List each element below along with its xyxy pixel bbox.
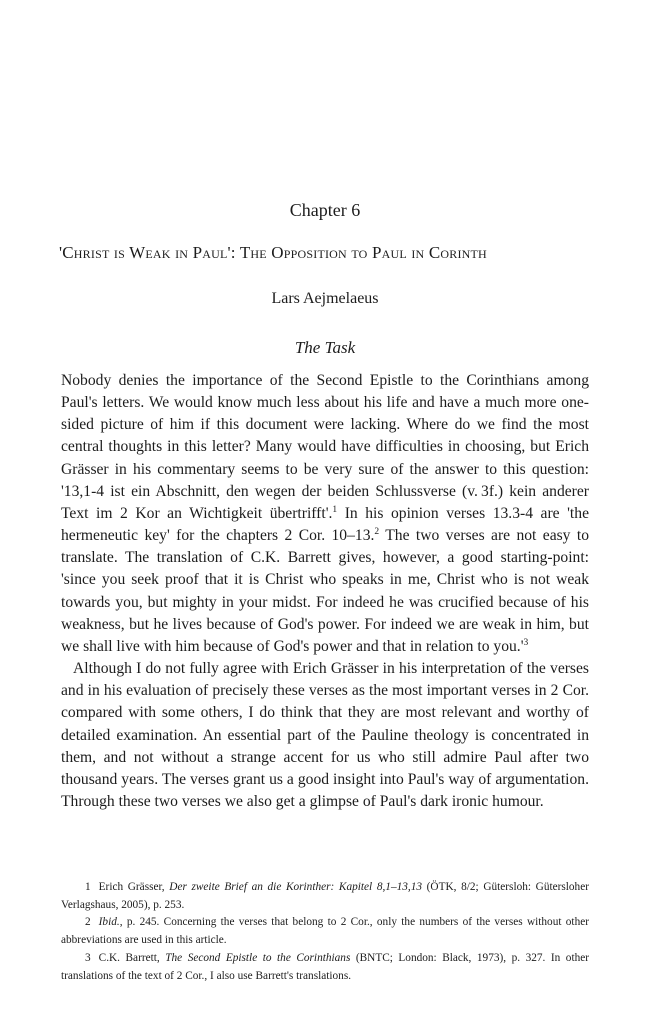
chapter-label: Chapter 6 — [289, 200, 361, 220]
footnote-ref: 2 — [374, 527, 380, 538]
footnote-title: Der zweite Brief an die Korinther: Kapitel 8,1–13,13 — [169, 881, 423, 893]
footnotes — [61, 879, 589, 985]
footnote-text: , p. 245. Concerning the verses that belong to 2 Cor., only the numbers of the verses without other abbreviations are used in this article. — [61, 916, 589, 947]
footnote-text: (ÖTK, 8/2; Gütersloh: Gütersloher Verlagshaus, 2005), p. 253. — [61, 881, 589, 911]
section-heading: The Task — [294, 338, 356, 357]
body-text — [61, 370, 589, 813]
footnote-text: (BNTC; London: Black, 1973), p. 327. In other translations of the text of 2 Cor., I also use Barrett's translations. — [61, 951, 590, 982]
footnote — [61, 914, 589, 949]
paragraph: Although I do not fully agree with Erich Grässer in his interpretation of the verses and in his evaluation of precisely these verses as the most important verses in 2 Cor. compared with some others, I do think that they are most relevant and worthy of detailed examination. An essential part of the Pauline theology is concentrated in them, and not without a strange accent for us who still admire Paul after two thousand years. The verses grant us a good insight into Paul's way of argumentation. Through these two verses we also get a glimpse of Paul's dark ironic humour. — [61, 660, 589, 810]
footnote-ref: 3 — [523, 637, 529, 648]
paragraph-text: The two verses are not easy to translate. The translation of C.K. Barrett gives, however, a good starting-point: 'since you seek proof that it is Christ who speaks in me, Christ who is not weak towards you, but mighty in your midst. For indeed he was crucified because of his weakness, but he lives because of God's power. For indeed we are weak in him, but we shall live with him because of God's power and that in relation to you.' — [61, 527, 589, 655]
footnote-title: The Second Epistle to the Corinthians — [165, 951, 351, 964]
author-name: Lars Aejmelaeus — [271, 290, 379, 307]
paragraph-text: In his opinion verses 13.3-4 are 'the hermeneutic key' for the chapters 2 Cor. 10–13. — [61, 504, 589, 545]
footnote-text: Erich Grässer, — [98, 881, 170, 893]
footnote-ref: 1 — [332, 504, 338, 515]
footnote — [61, 950, 589, 985]
footnote-number: 1 — [85, 881, 91, 893]
paragraph-text: Nobody denies the importance of the Second Epistle to the Corinthians among Paul's letters. We would know much less about his life and have a much more one-sided picture of him if this document were lacking. Where do we find the most central thoughts in this letter? Many would have difficulties in choosing, but Erich Grässer in his commentary seems to be very sure of the answer to this question: '13,1-4 ist ein Abschnitt, den wegen der beiden Schlussverse (v. 3f.) kein anderer Text im 2 Kor an Wichtigkeit übertrifft'. — [61, 372, 589, 522]
footnote — [61, 879, 589, 914]
chapter-title: 'Christ is Weak in Paul': The Opposition to Paul in Corinth — [59, 243, 487, 262]
footnote-text: C.K. Barrett, — [98, 951, 166, 964]
footnote-title: Ibid. — [98, 916, 120, 929]
paragraph — [61, 370, 589, 658]
footnote-number: 3 — [85, 951, 91, 964]
footnote-number: 2 — [85, 916, 91, 929]
